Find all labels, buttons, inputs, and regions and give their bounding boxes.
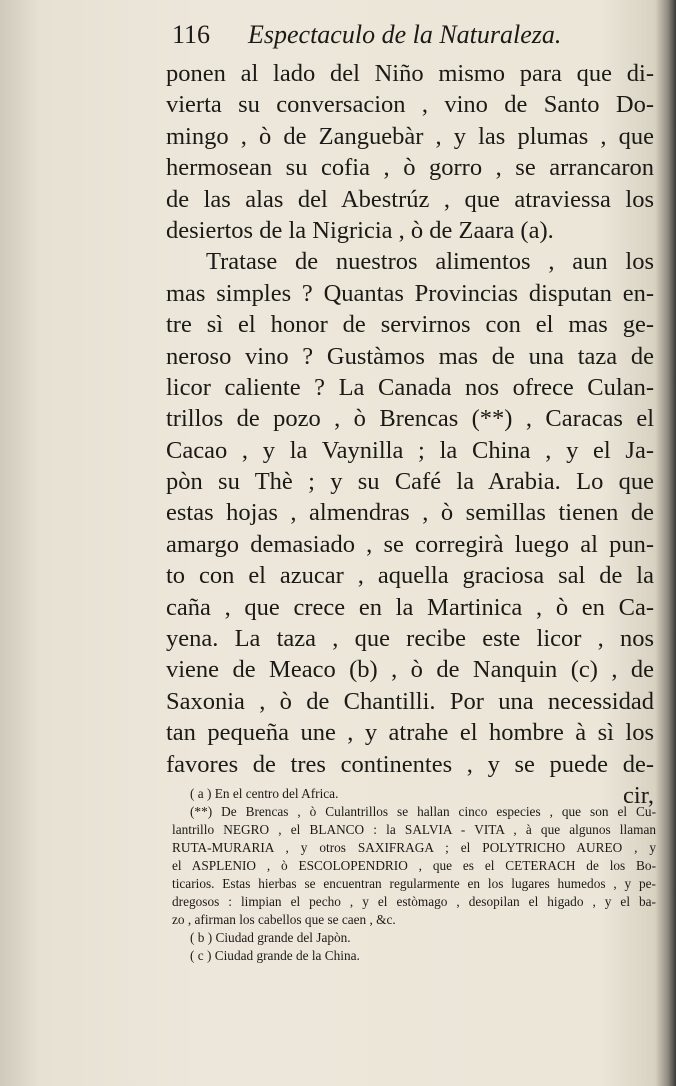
text-line: Saxonia , ò de Chantilli. Por una necessidad: [166, 687, 654, 715]
text-line: amargo demasiado , se corregirà luego al pun-: [166, 530, 654, 558]
body-text: [166, 58, 654, 811]
footnote-line: (**) De Brencas , ò Culantrillos se hallan cinco especies , que son el Cu-: [190, 804, 656, 819]
text-line: mingo , ò de Zanguebàr , y las plumas , que: [166, 122, 654, 150]
footnote-line: lantrillo NEGRO , el BLANCO : la SALVIA - VITA , à que algunos llaman: [172, 822, 656, 837]
text-line: mas simples ? Quantas Provincias disputan en-: [166, 279, 654, 307]
text-line: pòn su Thè ; y su Café la Arabia. Lo que: [166, 468, 654, 496]
running-title: Espectaculo de la Naturaleza.: [248, 20, 562, 49]
footnotes: [172, 785, 656, 965]
text-line: tre sì el honor de servirnos con el mas ge-: [166, 311, 654, 339]
footnote-line: zo , afirman los cabellos que se caen , &c.: [172, 912, 396, 927]
text-line: Tratase de nuestros alimentos , aun los: [206, 248, 654, 276]
text-line: licor caliente ? La Canada nos ofrece Culan-: [166, 373, 654, 401]
text-line: viene de Meaco (b) , ò de Nanquin (c) , de: [166, 656, 654, 684]
text-line: trillos de pozo , ò Brencas (**) , Caracas el: [166, 405, 654, 433]
footnote-line: RUTA-MURARIA , y otros SAXIFRAGA ; el POLYTRICHO AUREO , y: [172, 840, 656, 855]
text-line: de las alas del Abestrúz , que atraviessa los: [166, 185, 654, 213]
text-line: caña , que crece en la Martinica , ò en Ca-: [166, 593, 654, 621]
text-line: neroso vino ? Gustàmos mas de una taza de: [166, 342, 654, 370]
text-line: Cacao , y la Vaynilla ; la China , y el Ja-: [166, 436, 654, 464]
text-line: to con el azucar , aquella graciosa sal de la: [166, 562, 654, 590]
text-line: favores de tres continentes , y se puede de-: [166, 750, 654, 778]
page-number: 116: [172, 20, 211, 49]
text-line: cir,: [623, 781, 654, 809]
footnote-line: ( c ) Ciudad grande de la China.: [190, 948, 360, 963]
footnote-line: el ASPLENIO , ò ESCOLOPENDRIO , que es el CETERACH de los Bo-: [172, 858, 656, 873]
footnote-line: dregosos : limpian el pecho , y el estòmago , desopilan el higado , y el ba-: [172, 894, 656, 909]
text-line: ponen al lado del Niño mismo para que di-: [166, 60, 654, 87]
text-line: desiertos de la Nigricia , ò de Zaara (a).: [166, 216, 554, 244]
text-line: yena. La taza , que recibe este licor , nos: [166, 625, 654, 653]
footnote-line: ticarios. Estas hierbas se encuentran regularmente en los lugares humedos , y pe-: [172, 876, 656, 891]
footnote-line: ( b ) Ciudad grande del Japòn.: [190, 930, 351, 945]
text-line: estas hojas , almendras , ò semillas tienen de: [166, 499, 654, 527]
text-line: tan pequeña une , y atrahe el hombre à sì los: [166, 719, 654, 747]
footnote-line: ( a ) En el centro del Africa.: [190, 786, 339, 801]
text-line: hermosean su cofia , ò gorro , se arrancaron: [166, 154, 654, 182]
text-line: vierta su conversacion , vino de Santo Do-: [166, 91, 654, 119]
page-header: [172, 20, 592, 60]
